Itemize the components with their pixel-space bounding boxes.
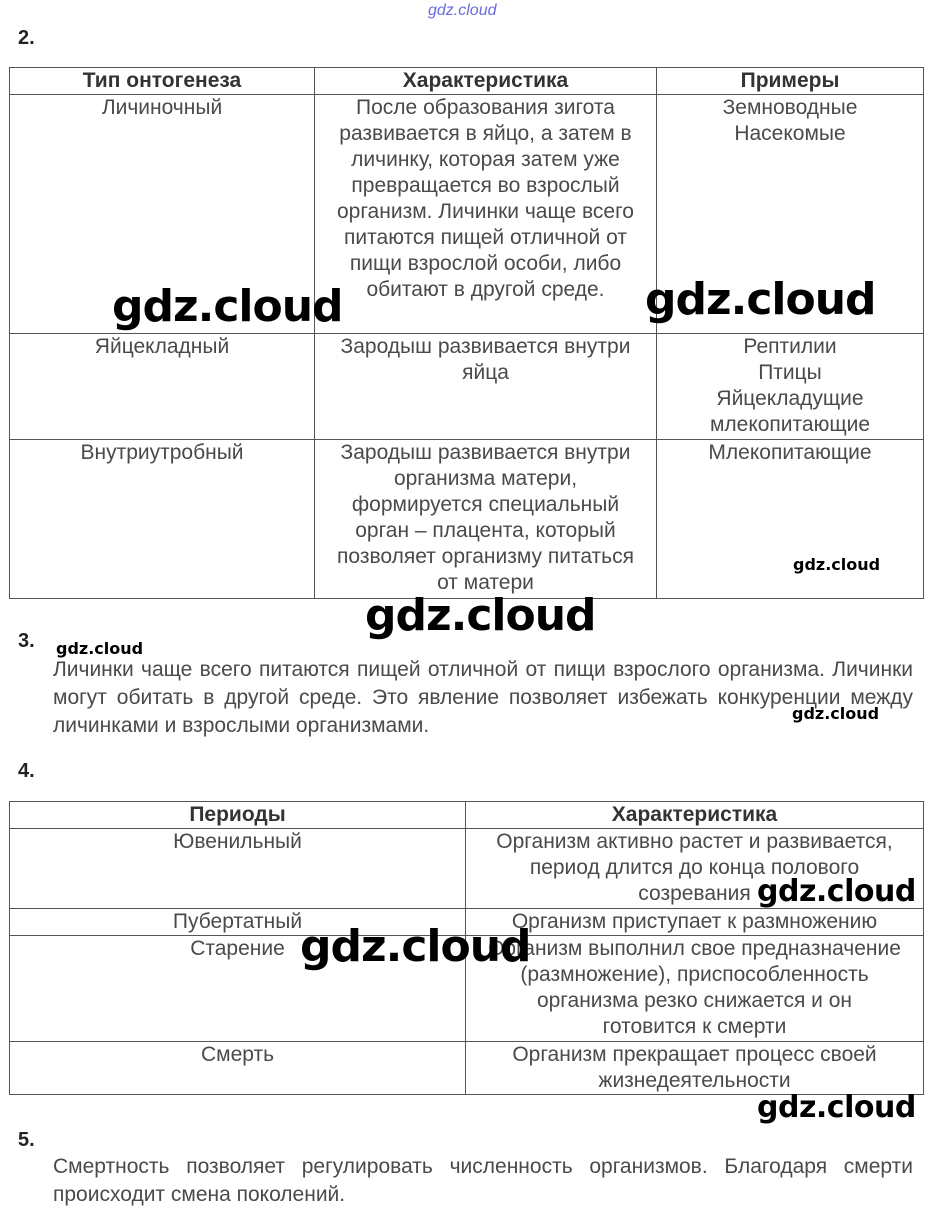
watermark: gdz.cloud xyxy=(645,274,876,325)
example-item: Рептилии xyxy=(743,335,837,358)
table-header-row xyxy=(10,68,924,95)
ontogenesis-table xyxy=(9,67,924,599)
period-name: Старение xyxy=(10,936,466,1042)
table-row xyxy=(10,334,924,440)
task-5-number: 5. xyxy=(18,1129,35,1151)
examples xyxy=(657,334,924,440)
column-header: Характеристика xyxy=(315,68,657,95)
example-item: Птицы xyxy=(758,361,822,384)
column-header: Тип онтогенеза xyxy=(10,68,315,95)
ontogenesis-type: Яйцекладный xyxy=(10,334,315,440)
watermark: gdz.cloud xyxy=(112,281,343,332)
characteristic: Зародыш развивается внутри яйца xyxy=(315,334,657,440)
period-characteristic: Организм приступает к размножению xyxy=(466,909,924,936)
period-characteristic: Организм активно растет и развивается, период длится до конца полового созревания xyxy=(466,829,924,909)
table-row xyxy=(10,1042,924,1095)
watermark: gdz.cloud xyxy=(757,1090,916,1125)
task-3-number: 3. xyxy=(18,630,35,652)
example-item: Яйцекладущие xyxy=(716,387,864,410)
task-4-number: 4. xyxy=(18,760,35,782)
column-header: Примеры xyxy=(657,68,924,95)
example-item: Земноводные xyxy=(722,96,858,119)
task-3-answer: Личинки чаще всего питаются пищей отличной от пищи взрослого организма. Личинки могут обитать в другой среде. Это явление позволяет избежать конкуренции между личинками и взрослыми организмами. xyxy=(53,658,913,737)
example-item: Млекопитающие xyxy=(708,441,872,464)
characteristic: Зародыш развивается внутри организма матери, формируется специальный орган – плацента, который позволяет организму питаться от матери xyxy=(315,440,657,599)
column-header: Периоды xyxy=(10,802,466,829)
ontogenesis-type: Внутриутробный xyxy=(10,440,315,599)
period-characteristic: Организм выполнил свое предназначение (размножение), приспособленность организма резко снижается и он готовится к смерти xyxy=(466,936,924,1042)
period-name: Ювенильный xyxy=(10,829,466,909)
column-header: Характеристика xyxy=(466,802,924,829)
period-characteristic: Организм прекращает процесс своей жизнедеятельности xyxy=(466,1042,924,1095)
watermark: gdz.cloud xyxy=(757,874,916,909)
watermark: gdz.cloud xyxy=(300,921,531,972)
period-name: Смерть xyxy=(10,1042,466,1095)
top-watermark: gdz.cloud xyxy=(428,2,497,19)
watermark: gdz.cloud xyxy=(56,639,144,658)
table-header-row xyxy=(10,802,924,829)
watermark: gdz.cloud xyxy=(793,555,881,574)
ontogenesis-type: Личиночный xyxy=(10,95,315,334)
watermark: gdz.cloud xyxy=(365,590,596,641)
example-item: Насекомые xyxy=(734,122,846,145)
characteristic: После образования зигота развивается в яйцо, а затем в личинку, которая затем уже превращается во взрослый организм. Личинки чаще всего питаются пищей отличной от пищи взрослой особи, либо обитают в другой среде. xyxy=(315,95,657,334)
table-row xyxy=(10,440,924,599)
examples xyxy=(657,440,924,599)
task-2-number: 2. xyxy=(18,27,35,49)
task-5-answer: Смертность позволяет регулировать численность организмов. Благодаря смерти происходит смена поколений. xyxy=(53,1155,913,1206)
example-item: млекопитающие xyxy=(709,413,871,436)
period-name: Пубертатный xyxy=(10,909,466,936)
watermark: gdz.cloud xyxy=(792,704,880,723)
